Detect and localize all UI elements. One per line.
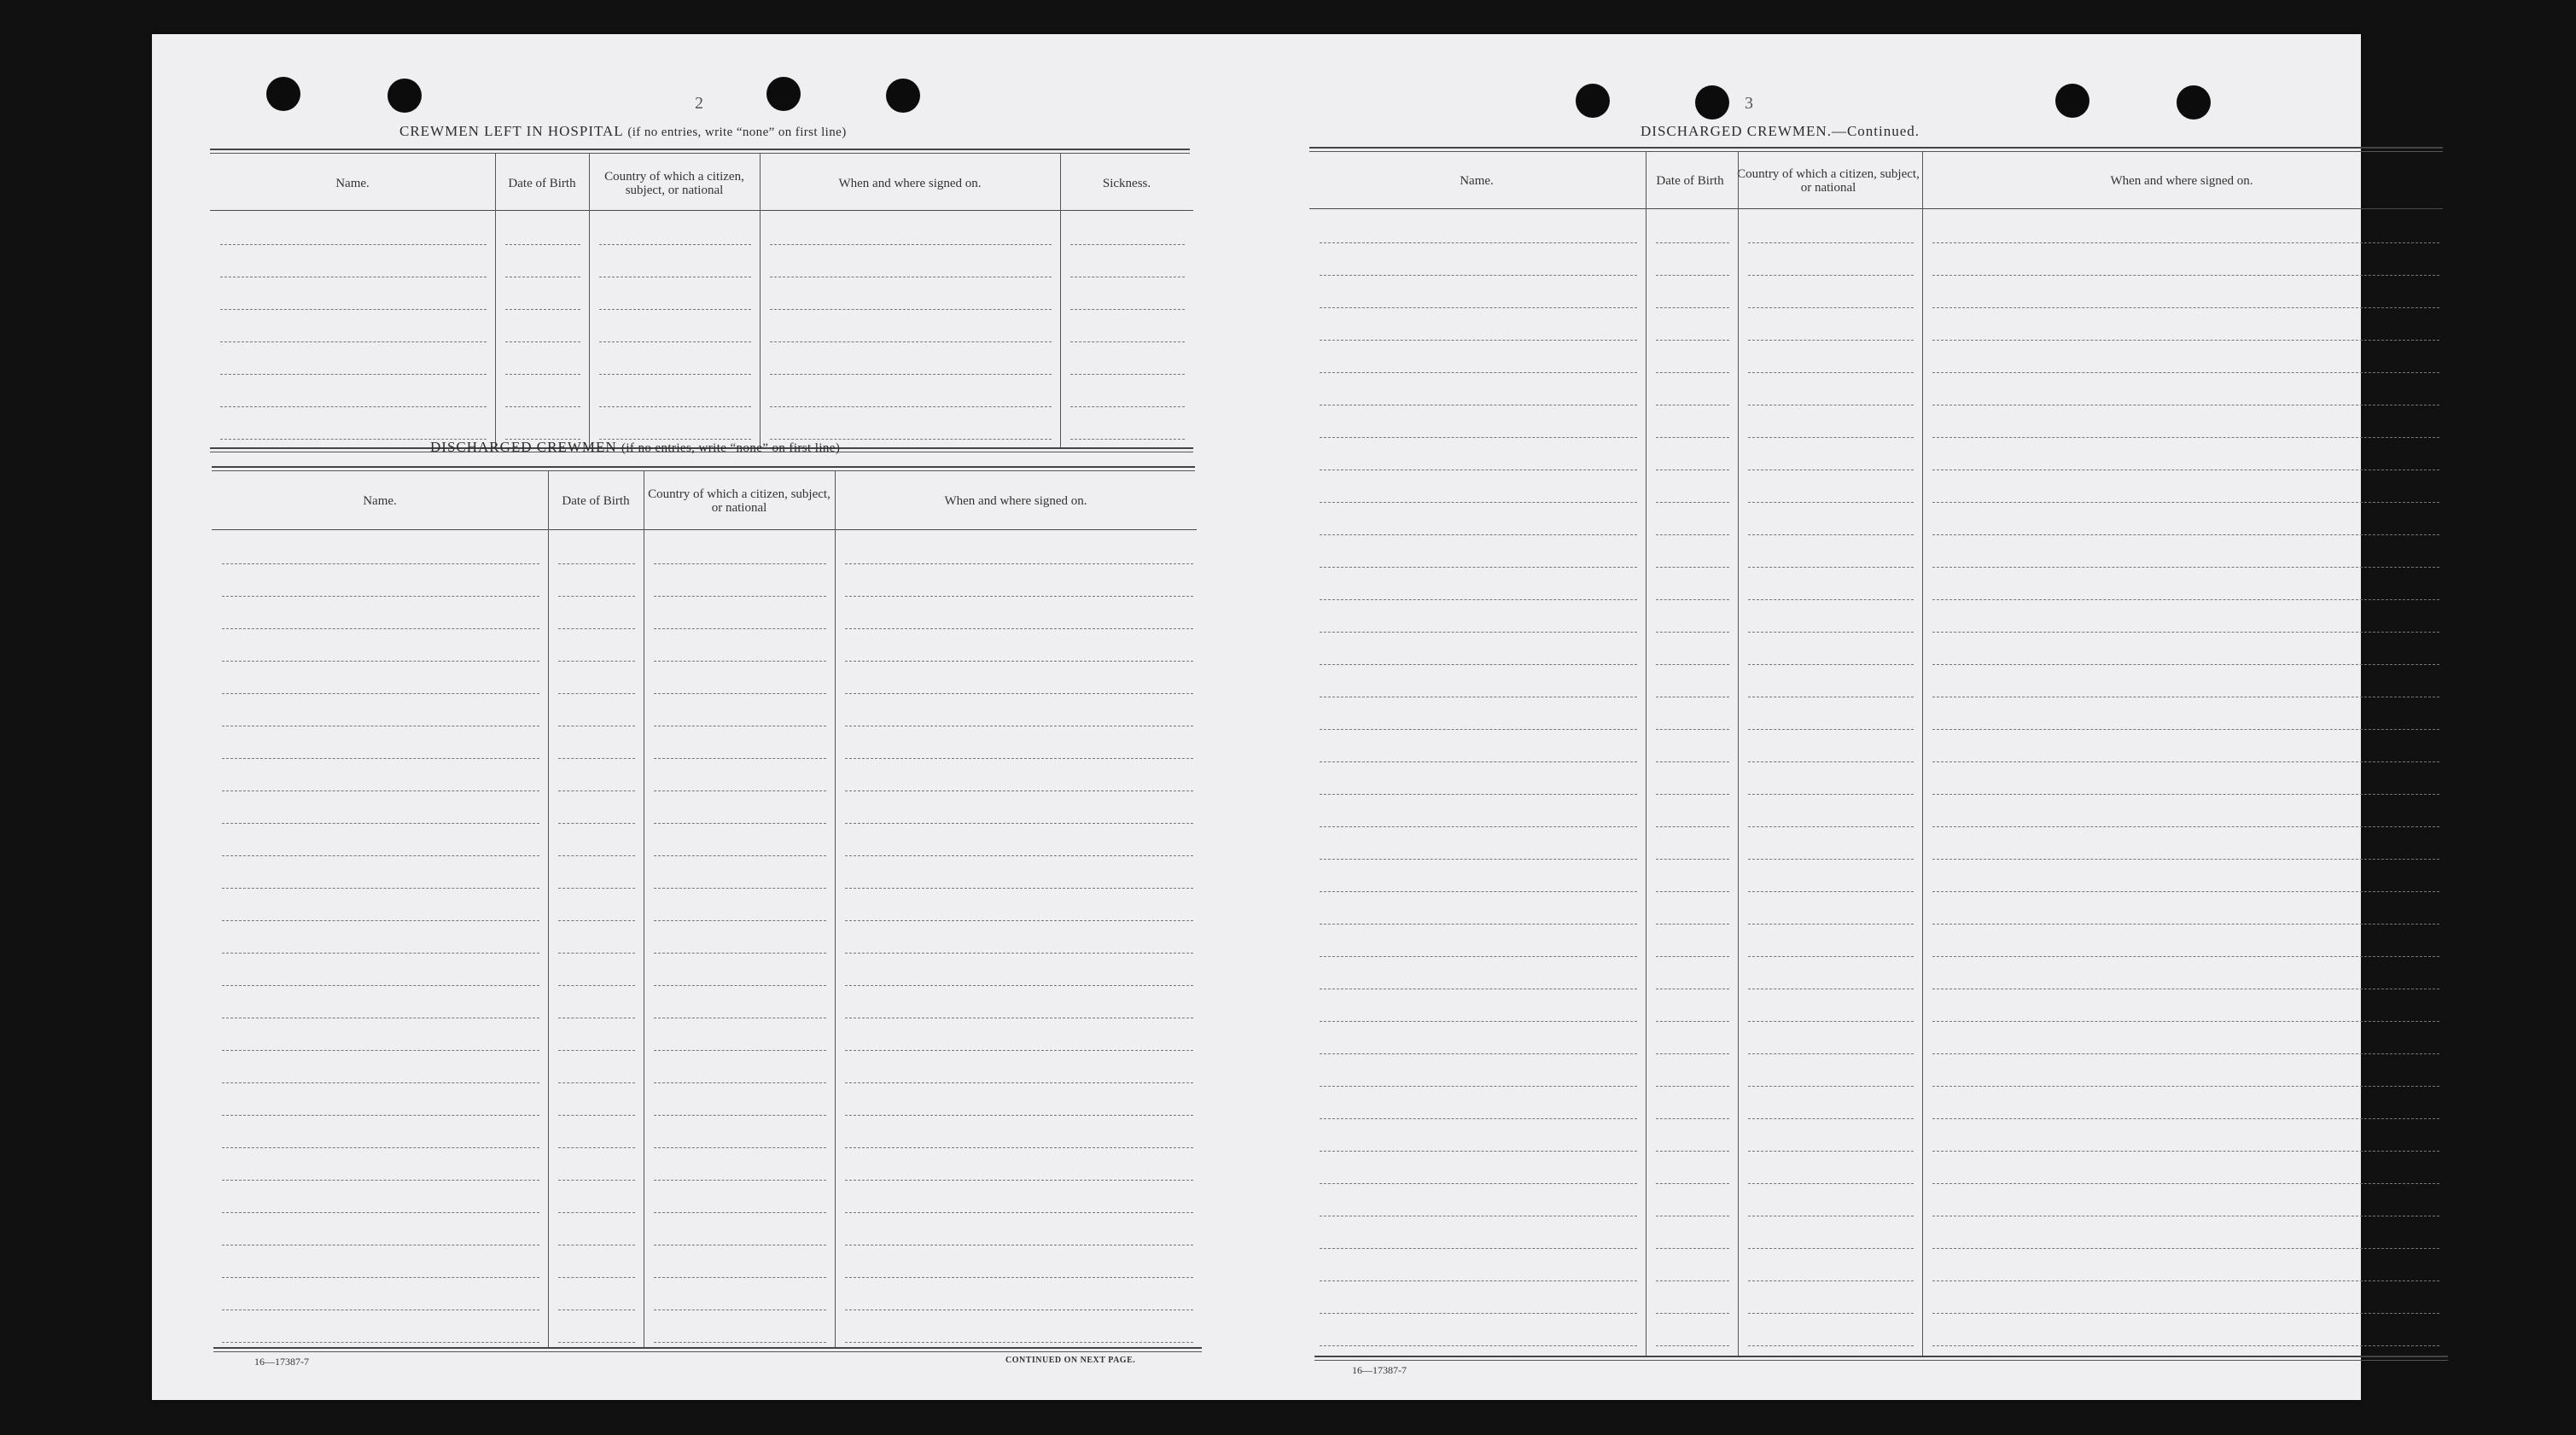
right-col-dob: Date of Birth xyxy=(1656,174,1724,188)
entry-line xyxy=(1656,242,1729,243)
punch-hole xyxy=(1576,84,1610,118)
entry-line xyxy=(1320,1313,1637,1314)
entry-line xyxy=(220,341,487,342)
punch-hole xyxy=(388,79,422,113)
entry-line xyxy=(1656,534,1729,535)
entry-line xyxy=(1656,729,1729,730)
entry-line xyxy=(1748,307,1914,308)
entry-line xyxy=(1070,439,1185,440)
entry-line xyxy=(1656,599,1729,600)
entry-line xyxy=(1748,729,1914,730)
punch-hole xyxy=(2055,84,2089,118)
entry-line xyxy=(505,406,580,407)
entry-line xyxy=(1320,437,1637,438)
entry-line xyxy=(1656,275,1729,276)
entry-line xyxy=(222,790,539,791)
entry-line xyxy=(1748,275,1914,276)
entry-line xyxy=(222,693,539,694)
entry-line xyxy=(654,1180,826,1181)
entry-line xyxy=(1656,632,1729,633)
entry-line xyxy=(222,985,539,986)
entry-line xyxy=(1656,1053,1729,1054)
entry-line xyxy=(1320,664,1637,665)
entry-line xyxy=(654,920,826,921)
entry-line xyxy=(1320,761,1637,762)
entry-line xyxy=(1748,761,1914,762)
entry-line xyxy=(1932,242,2439,243)
entry-line xyxy=(654,1342,826,1343)
right-col-country: Country of which a citizen, subject, or national xyxy=(1737,167,1920,195)
entry-line xyxy=(770,244,1052,245)
entry-line xyxy=(558,693,635,694)
entry-line xyxy=(1748,1280,1914,1281)
entry-line xyxy=(1320,307,1637,308)
entry-line xyxy=(220,374,487,375)
entry-line xyxy=(1320,794,1637,795)
entry-line xyxy=(1748,826,1914,827)
entry-line xyxy=(845,1147,1193,1148)
entry-line xyxy=(654,1050,826,1051)
hospital-table-top-rule xyxy=(210,149,1190,150)
entry-line xyxy=(770,309,1052,310)
entry-line xyxy=(599,406,751,407)
hospital-col-signed-on: When and where signed on. xyxy=(838,177,982,190)
entry-line xyxy=(1932,437,2439,438)
discharged-title-text: DISCHARGED CREWMEN xyxy=(430,439,617,455)
entry-line xyxy=(1748,502,1914,503)
entry-line xyxy=(1748,340,1914,341)
entry-line xyxy=(1320,891,1637,892)
hospital-title-text: CREWMEN LEFT IN HOSPITAL xyxy=(399,123,624,139)
entry-line xyxy=(845,1115,1193,1116)
entry-line xyxy=(1320,372,1637,373)
page-number-left: 2 xyxy=(695,94,703,113)
entry-line xyxy=(1748,1313,1914,1314)
entry-line xyxy=(1656,340,1729,341)
entry-line xyxy=(222,1342,539,1343)
entry-line xyxy=(1932,794,2439,795)
entry-line xyxy=(558,953,635,954)
entry-line xyxy=(558,920,635,921)
hospital-col-sickness: Sickness. xyxy=(1102,177,1151,190)
right-table-bottom-rule xyxy=(1314,1356,2448,1357)
entry-line xyxy=(1656,1086,1729,1087)
entry-line xyxy=(222,1115,539,1116)
entry-line xyxy=(222,628,539,629)
entry-line xyxy=(1320,924,1637,925)
entry-line xyxy=(1748,599,1914,600)
entry-line xyxy=(1932,275,2439,276)
entry-line xyxy=(1932,1021,2439,1022)
hospital-section-title xyxy=(399,123,847,140)
entry-line xyxy=(558,888,635,889)
right-table-top-rule xyxy=(1309,147,2443,149)
entry-line xyxy=(654,1277,826,1278)
entry-line xyxy=(1932,534,2439,535)
entry-line xyxy=(1932,340,2439,341)
entry-line xyxy=(505,244,580,245)
entry-line xyxy=(599,244,751,245)
entry-line xyxy=(1320,1248,1637,1249)
entry-line xyxy=(1932,1151,2439,1152)
entry-line xyxy=(1656,664,1729,665)
entry-line xyxy=(845,920,1193,921)
discharged-col-divider xyxy=(835,471,836,1347)
entry-line xyxy=(654,596,826,597)
entry-line xyxy=(222,563,539,564)
entry-line xyxy=(1656,826,1729,827)
hospital-col-divider xyxy=(589,154,590,447)
entry-line xyxy=(1748,1053,1914,1054)
entry-line xyxy=(558,1342,635,1343)
entry-line xyxy=(1070,374,1185,375)
entry-line xyxy=(1320,859,1637,860)
entry-line xyxy=(1932,956,2439,957)
entry-line xyxy=(845,1342,1193,1343)
entry-line xyxy=(654,628,826,629)
entry-line xyxy=(1656,1345,1729,1346)
page-number-right: 3 xyxy=(1745,94,1753,113)
entry-line xyxy=(1932,502,2439,503)
entry-line xyxy=(1748,437,1914,438)
entry-line xyxy=(1070,406,1185,407)
punch-hole xyxy=(2177,85,2211,120)
entry-line xyxy=(845,661,1193,662)
entry-line xyxy=(558,823,635,824)
entry-line xyxy=(1656,859,1729,860)
entry-line xyxy=(770,406,1052,407)
entry-line xyxy=(222,1212,539,1213)
entry-line xyxy=(1932,1345,2439,1346)
entry-line xyxy=(1656,891,1729,892)
entry-line xyxy=(654,661,826,662)
continued-on-next-page: CONTINUED ON NEXT PAGE. xyxy=(1005,1356,1136,1365)
entry-line xyxy=(558,790,635,791)
entry-line xyxy=(654,1212,826,1213)
entry-line xyxy=(654,1147,826,1148)
entry-line xyxy=(1932,1248,2439,1249)
entry-line xyxy=(1320,826,1637,827)
entry-line xyxy=(1932,664,2439,665)
right-col-divider xyxy=(1922,152,1923,1356)
discharged-col-signed-on: When and where signed on. xyxy=(944,494,1087,508)
entry-line xyxy=(222,1180,539,1181)
discharged-col-dob: Date of Birth xyxy=(562,494,630,508)
entry-line xyxy=(558,1050,635,1051)
entry-line xyxy=(845,953,1193,954)
hospital-col-divider xyxy=(760,154,761,447)
entry-line xyxy=(1320,1151,1637,1152)
entry-line xyxy=(1656,1021,1729,1022)
entry-line xyxy=(558,985,635,986)
entry-line xyxy=(845,1212,1193,1213)
entry-line xyxy=(845,855,1193,856)
entry-line xyxy=(1932,924,2439,925)
entry-line xyxy=(1656,567,1729,568)
hospital-col-name: Name. xyxy=(335,177,370,190)
document-sheet xyxy=(152,34,2361,1400)
punch-hole xyxy=(266,77,300,111)
entry-line xyxy=(1748,1183,1914,1184)
entry-line xyxy=(654,855,826,856)
entry-line xyxy=(845,1082,1193,1083)
entry-line xyxy=(1932,1053,2439,1054)
entry-line xyxy=(222,855,539,856)
entry-line xyxy=(654,563,826,564)
entry-line xyxy=(558,628,635,629)
entry-line xyxy=(1320,1183,1637,1184)
entry-line xyxy=(845,790,1193,791)
entry-line xyxy=(1320,1053,1637,1054)
entry-line xyxy=(845,693,1193,694)
entry-line xyxy=(1656,1280,1729,1281)
entry-line xyxy=(558,1277,635,1278)
entry-line xyxy=(1748,1021,1914,1022)
entry-line xyxy=(1932,1280,2439,1281)
discharged-header-rule xyxy=(212,529,1197,530)
entry-line xyxy=(845,823,1193,824)
entry-line xyxy=(1320,242,1637,243)
entry-line xyxy=(845,1277,1193,1278)
entry-line xyxy=(1320,502,1637,503)
entry-line xyxy=(220,244,487,245)
entry-line xyxy=(1320,1280,1637,1281)
entry-line xyxy=(1320,567,1637,568)
entry-line xyxy=(1656,502,1729,503)
hospital-col-country: Country of which a citizen, subject, or national xyxy=(604,170,744,197)
entry-line xyxy=(1656,1118,1729,1119)
entry-line xyxy=(222,888,539,889)
entry-line xyxy=(222,823,539,824)
entry-line xyxy=(654,888,826,889)
entry-line xyxy=(1748,956,1914,957)
entry-line xyxy=(599,341,751,342)
discharged-section-title xyxy=(430,439,840,456)
discharged-table-bottom-rule xyxy=(213,1347,1202,1349)
entry-line xyxy=(1656,1248,1729,1249)
entry-line xyxy=(1320,1086,1637,1087)
entry-line xyxy=(1748,632,1914,633)
entry-line xyxy=(222,1277,539,1278)
entry-line xyxy=(1932,891,2439,892)
entry-line xyxy=(845,1180,1193,1181)
right-col-divider xyxy=(1738,152,1739,1356)
entry-line xyxy=(1932,372,2439,373)
entry-line xyxy=(1320,599,1637,600)
entry-line xyxy=(558,1147,635,1148)
entry-line xyxy=(1656,761,1729,762)
entry-line xyxy=(1748,1118,1914,1119)
entry-line xyxy=(558,563,635,564)
entry-line xyxy=(1070,341,1185,342)
entry-line xyxy=(558,1115,635,1116)
entry-line xyxy=(1320,1345,1637,1346)
entry-line xyxy=(654,823,826,824)
entry-line xyxy=(1748,794,1914,795)
entry-line xyxy=(654,985,826,986)
entry-line xyxy=(654,758,826,759)
discharged-continued-title: DISCHARGED CREWMEN.—Continued. xyxy=(1641,123,1920,139)
entry-line xyxy=(654,693,826,694)
entry-line xyxy=(1932,729,2439,730)
hospital-header-rule xyxy=(210,210,1193,211)
entry-line xyxy=(1748,1086,1914,1087)
entry-line xyxy=(1656,794,1729,795)
hospital-col-divider xyxy=(1060,154,1061,447)
entry-line xyxy=(222,758,539,759)
entry-line xyxy=(558,1212,635,1213)
punch-hole xyxy=(1695,85,1729,120)
punch-hole xyxy=(766,77,801,111)
entry-line xyxy=(1748,859,1914,860)
entry-line xyxy=(1320,275,1637,276)
entry-line xyxy=(1656,924,1729,925)
entry-line xyxy=(220,309,487,310)
entry-line xyxy=(1320,1118,1637,1119)
entry-line xyxy=(222,920,539,921)
entry-line xyxy=(654,1082,826,1083)
entry-line xyxy=(1748,891,1914,892)
entry-line xyxy=(1932,1086,2439,1087)
form-number-left: 16—17387-7 xyxy=(254,1356,309,1368)
entry-line xyxy=(1748,664,1914,665)
entry-line xyxy=(1932,761,2439,762)
right-col-name: Name. xyxy=(1460,174,1494,188)
entry-line xyxy=(770,341,1052,342)
entry-line xyxy=(1748,534,1914,535)
discharged-col-name: Name. xyxy=(363,494,397,508)
hospital-col-dob: Date of Birth xyxy=(508,177,576,190)
entry-line xyxy=(1656,1151,1729,1152)
punch-hole xyxy=(886,79,920,113)
entry-line xyxy=(1656,437,1729,438)
hospital-title-note: (if no entries, write “none” on first line) xyxy=(627,125,847,139)
entry-line xyxy=(558,661,635,662)
entry-line xyxy=(845,563,1193,564)
discharged-col-country: Country of which a citizen, subject, or national xyxy=(648,487,830,515)
entry-line xyxy=(1932,567,2439,568)
entry-line xyxy=(222,596,539,597)
entry-line xyxy=(1932,859,2439,860)
entry-line xyxy=(505,341,580,342)
entry-line xyxy=(1320,729,1637,730)
entry-line xyxy=(1656,307,1729,308)
entry-line xyxy=(1932,1183,2439,1184)
right-header-rule xyxy=(1309,208,2443,209)
entry-line xyxy=(1932,599,2439,600)
entry-line xyxy=(654,953,826,954)
entry-line xyxy=(654,1115,826,1116)
entry-line xyxy=(558,596,635,597)
entry-line xyxy=(1932,1118,2439,1119)
discharged-table-top-rule xyxy=(212,466,1195,468)
entry-line xyxy=(1748,372,1914,373)
entry-line xyxy=(558,855,635,856)
entry-line xyxy=(654,790,826,791)
entry-line xyxy=(599,374,751,375)
entry-line xyxy=(222,1050,539,1051)
entry-line xyxy=(1748,1151,1914,1152)
entry-line xyxy=(1320,340,1637,341)
entry-line xyxy=(845,758,1193,759)
entry-line xyxy=(222,1082,539,1083)
entry-line xyxy=(558,1180,635,1181)
entry-line xyxy=(1656,1313,1729,1314)
entry-line xyxy=(845,888,1193,889)
entry-line xyxy=(1932,307,2439,308)
entry-line xyxy=(1748,1345,1914,1346)
right-col-signed-on: When and where signed on. xyxy=(2110,174,2253,188)
entry-line xyxy=(1320,534,1637,535)
entry-line xyxy=(1932,826,2439,827)
entry-line xyxy=(845,985,1193,986)
entry-line xyxy=(220,406,487,407)
entry-line xyxy=(558,1082,635,1083)
entry-line xyxy=(1748,924,1914,925)
entry-line xyxy=(1656,372,1729,373)
entry-line xyxy=(505,309,580,310)
entry-line xyxy=(1748,567,1914,568)
entry-line xyxy=(1656,1183,1729,1184)
entry-line xyxy=(505,374,580,375)
entry-line xyxy=(770,374,1052,375)
entry-line xyxy=(222,1147,539,1148)
entry-line xyxy=(1320,956,1637,957)
entry-line xyxy=(845,628,1193,629)
entry-line xyxy=(845,1050,1193,1051)
discharged-col-divider xyxy=(548,471,549,1347)
entry-line xyxy=(1932,1313,2439,1314)
entry-line xyxy=(1320,632,1637,633)
entry-line xyxy=(558,758,635,759)
entry-line xyxy=(1070,309,1185,310)
entry-line xyxy=(1748,1248,1914,1249)
entry-line xyxy=(1932,632,2439,633)
hospital-col-divider xyxy=(495,154,496,447)
entry-line xyxy=(845,596,1193,597)
entry-line xyxy=(1320,1021,1637,1022)
entry-line xyxy=(1748,242,1914,243)
entry-line xyxy=(222,661,539,662)
entry-line xyxy=(1070,244,1185,245)
entry-line xyxy=(222,953,539,954)
entry-line xyxy=(599,309,751,310)
discharged-title-note: (if no entries, write “none” on first line) xyxy=(621,441,841,455)
form-number-right: 16—17387-7 xyxy=(1352,1364,1407,1376)
entry-line xyxy=(1656,956,1729,957)
